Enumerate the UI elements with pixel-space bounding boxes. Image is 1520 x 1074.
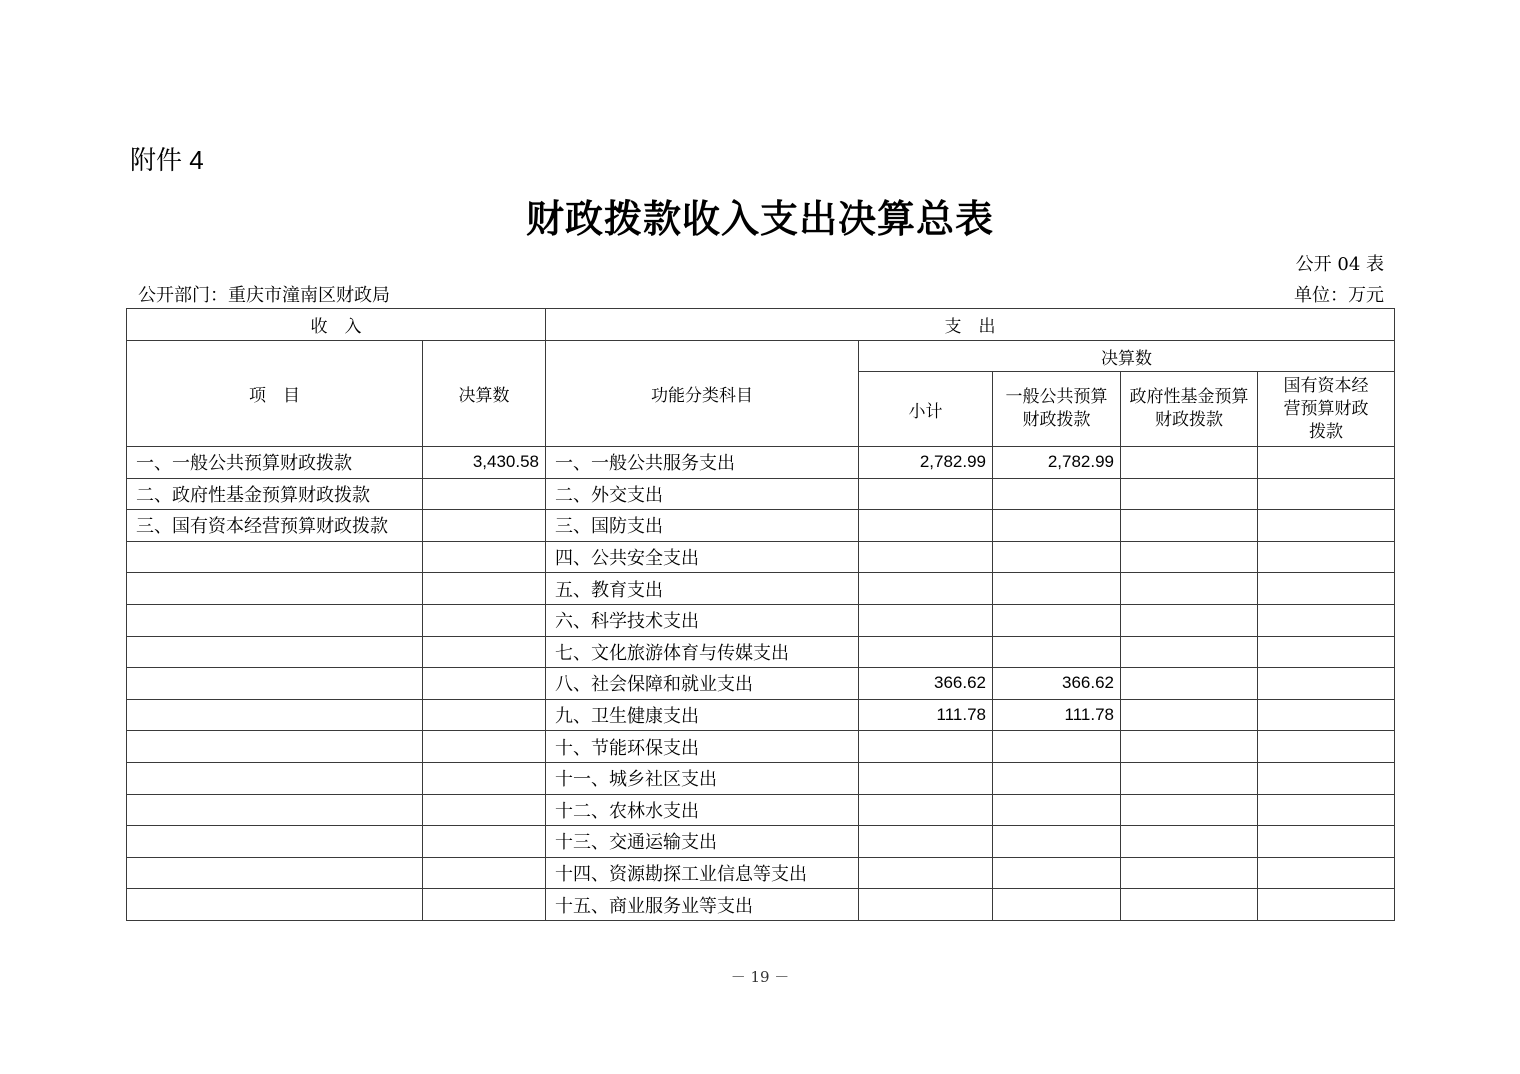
page-title: 财政拨款收入支出决算总表 [525, 196, 994, 241]
expense-item-cell: 十一、城乡社区支出 [546, 762, 859, 794]
income-amount-cell [423, 794, 546, 826]
general-budget-cell [993, 731, 1121, 763]
general-budget-cell: 111.78 [993, 699, 1121, 731]
government-fund-cell [1121, 573, 1258, 605]
state-capital-cell [1258, 857, 1395, 889]
income-item-cell: 三、国有资本经营预算财政拨款 [127, 510, 423, 542]
subtotal-cell [859, 541, 993, 573]
subtotal-cell [859, 636, 993, 668]
income-amount-cell [423, 889, 546, 921]
state-capital-cell [1258, 668, 1395, 700]
general-budget-cell [993, 478, 1121, 510]
state-capital-cell [1258, 699, 1395, 731]
subtotal-cell [859, 857, 993, 889]
table-row [127, 636, 1395, 668]
government-fund-cell [1121, 889, 1258, 921]
income-amount-cell [423, 826, 546, 858]
table-row [127, 762, 1395, 794]
income-amount-cell [423, 731, 546, 763]
col-header-function: 功能分类科目 [546, 341, 859, 447]
income-amount-cell [423, 573, 546, 605]
income-amount-cell [423, 478, 546, 510]
state-capital-cell [1258, 510, 1395, 542]
income-amount-cell [423, 857, 546, 889]
income-item-cell [127, 731, 423, 763]
general-budget-cell [993, 636, 1121, 668]
income-section-header: 收 入 [127, 309, 546, 341]
expense-item-cell: 三、国防支出 [546, 510, 859, 542]
col-header-final-group: 决算数 [859, 341, 1395, 372]
table-row [127, 668, 1395, 700]
income-amount-cell [423, 541, 546, 573]
table-row [127, 478, 1395, 510]
col-header-general-budget: 一般公共预算财政拨款 [993, 372, 1121, 447]
general-budget-cell: 366.62 [993, 668, 1121, 700]
table-row [127, 541, 1395, 573]
state-capital-cell [1258, 541, 1395, 573]
table-row [127, 510, 1395, 542]
state-capital-cell [1258, 794, 1395, 826]
table-body [127, 447, 1395, 921]
expense-item-cell: 九、卫生健康支出 [546, 699, 859, 731]
expense-item-cell: 十四、资源勘探工业信息等支出 [546, 857, 859, 889]
income-item-cell [127, 889, 423, 921]
government-fund-cell [1121, 699, 1258, 731]
government-fund-cell [1121, 668, 1258, 700]
expense-item-cell: 十二、农林水支出 [546, 794, 859, 826]
table-row [127, 794, 1395, 826]
state-capital-cell [1258, 573, 1395, 605]
expense-item-cell: 七、文化旅游体育与传媒支出 [546, 636, 859, 668]
col-header-subtotal: 小计 [859, 372, 993, 447]
col-header-item: 项 目 [127, 341, 423, 447]
government-fund-cell [1121, 478, 1258, 510]
income-amount-cell [423, 510, 546, 542]
expense-item-cell: 四、公共安全支出 [546, 541, 859, 573]
government-fund-cell [1121, 541, 1258, 573]
general-budget-cell [993, 857, 1121, 889]
expense-item-cell: 八、社会保障和就业支出 [546, 668, 859, 700]
general-budget-cell [993, 794, 1121, 826]
government-fund-cell [1121, 826, 1258, 858]
government-fund-cell [1121, 510, 1258, 542]
income-item-cell: 一、一般公共预算财政拨款 [127, 447, 423, 479]
income-item-cell [127, 857, 423, 889]
government-fund-cell [1121, 794, 1258, 826]
income-item-cell [127, 794, 423, 826]
subtotal-cell: 366.62 [859, 668, 993, 700]
subtotal-cell [859, 731, 993, 763]
general-budget-cell [993, 889, 1121, 921]
general-budget-cell [993, 604, 1121, 636]
general-budget-cell [993, 826, 1121, 858]
state-capital-cell [1258, 447, 1395, 479]
state-capital-cell [1258, 604, 1395, 636]
income-item-cell [127, 573, 423, 605]
general-budget-cell [993, 541, 1121, 573]
table-row [127, 699, 1395, 731]
col-header-state-capital: 国有资本经营预算财政拨款 [1258, 372, 1395, 447]
col-header-income-amount: 决算数 [423, 341, 546, 447]
state-capital-cell [1258, 762, 1395, 794]
income-item-cell: 二、政府性基金预算财政拨款 [127, 478, 423, 510]
government-fund-cell [1121, 636, 1258, 668]
income-amount-cell [423, 762, 546, 794]
department-label: 公开部门：重庆市潼南区财政局 [138, 285, 390, 306]
budget-table [126, 308, 1395, 921]
subtotal-cell [859, 826, 993, 858]
table-row [127, 857, 1395, 889]
page-number: － 19 － [730, 968, 790, 986]
table-row [127, 447, 1395, 479]
table-row [127, 731, 1395, 763]
expense-item-cell: 十三、交通运输支出 [546, 826, 859, 858]
unit-label: 单位：万元 [1294, 285, 1384, 306]
expense-item-cell: 六、科学技术支出 [546, 604, 859, 636]
expense-item-cell: 一、一般公共服务支出 [546, 447, 859, 479]
income-item-cell [127, 604, 423, 636]
income-item-cell [127, 762, 423, 794]
government-fund-cell [1121, 604, 1258, 636]
income-item-cell [127, 668, 423, 700]
income-amount-cell [423, 604, 546, 636]
subtotal-cell: 111.78 [859, 699, 993, 731]
subtotal-cell [859, 762, 993, 794]
table-row [127, 573, 1395, 605]
subtotal-cell [859, 510, 993, 542]
income-amount-cell [423, 636, 546, 668]
expense-item-cell: 十五、商业服务业等支出 [546, 889, 859, 921]
income-item-cell [127, 699, 423, 731]
state-capital-cell [1258, 731, 1395, 763]
subtotal-cell [859, 794, 993, 826]
general-budget-cell [993, 573, 1121, 605]
state-capital-cell [1258, 826, 1395, 858]
subtotal-cell [859, 604, 993, 636]
subtotal-cell [859, 478, 993, 510]
government-fund-cell [1121, 731, 1258, 763]
expense-item-cell: 五、教育支出 [546, 573, 859, 605]
table-row [127, 889, 1395, 921]
expense-item-cell: 二、外交支出 [546, 478, 859, 510]
table-row [127, 604, 1395, 636]
income-item-cell [127, 636, 423, 668]
general-budget-cell [993, 762, 1121, 794]
attachment-label: 附件 4 [130, 145, 204, 175]
general-budget-cell [993, 510, 1121, 542]
government-fund-cell [1121, 857, 1258, 889]
government-fund-cell [1121, 762, 1258, 794]
general-budget-cell: 2,782.99 [993, 447, 1121, 479]
expense-section-header: 支 出 [546, 309, 1395, 341]
form-number: 公开 04 表 [1295, 254, 1384, 275]
col-header-government-fund: 政府性基金预算财政拨款 [1121, 372, 1258, 447]
income-amount-cell [423, 699, 546, 731]
state-capital-cell [1258, 889, 1395, 921]
income-amount-cell: 3,430.58 [423, 447, 546, 479]
income-item-cell [127, 826, 423, 858]
income-item-cell [127, 541, 423, 573]
state-capital-cell [1258, 478, 1395, 510]
income-amount-cell [423, 668, 546, 700]
state-capital-cell [1258, 636, 1395, 668]
subtotal-cell: 2,782.99 [859, 447, 993, 479]
table-row [127, 826, 1395, 858]
subtotal-cell [859, 889, 993, 921]
subtotal-cell [859, 573, 993, 605]
expense-item-cell: 十、节能环保支出 [546, 731, 859, 763]
government-fund-cell [1121, 447, 1258, 479]
